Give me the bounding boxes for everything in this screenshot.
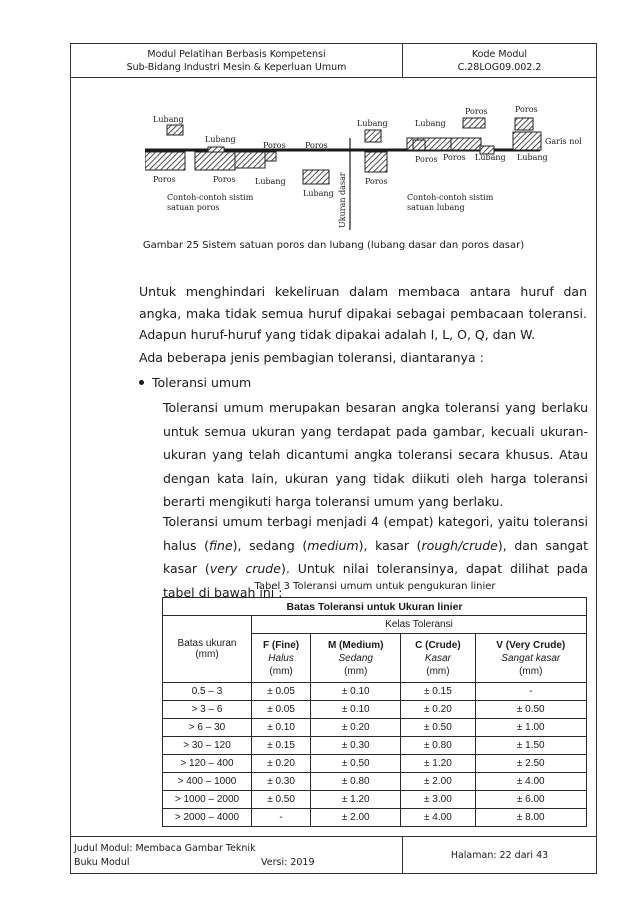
hole-box-4 [365, 130, 381, 142]
table-cell: > 30 – 120 [163, 737, 252, 755]
table-row [163, 719, 587, 737]
fig-label: Contoh-contoh sistim [167, 193, 254, 202]
fig-label: Lubang [153, 115, 184, 124]
hole-box-6 [451, 138, 481, 150]
batas-ukuran-header: Batas ukuran (mm) [163, 616, 252, 683]
header-title-cell [71, 44, 403, 77]
table-cell: ± 0.05 [252, 701, 311, 719]
paragraph-huruf: Untuk menghindari kekeliruan dalam membaca antara huruf dan angka, maka tidak semua huruf dipakai sebagai pembacaan toleransi. Adapun huruf-huruf yang tidak dipakai adalah I, L, O, Q, dan W. [139, 284, 587, 342]
fig-label: Poros [263, 141, 286, 150]
paragraph-jenis: Ada beberapa jenis pembagian toleransi, diantaranya : [139, 350, 484, 365]
fig-label: Poros [443, 153, 466, 162]
fig-label: Lubang [357, 119, 388, 128]
table-cell: ± 0.15 [252, 737, 311, 755]
shaft-box-5 [365, 152, 387, 172]
table-cell: ± 0.50 [401, 719, 475, 737]
header-code-cell [403, 44, 596, 77]
table-cell: ± 1.20 [311, 791, 401, 809]
table-cell: > 120 – 400 [163, 755, 252, 773]
table-cell: ± 0.50 [475, 701, 586, 719]
table-row [163, 683, 587, 701]
page-footer [70, 836, 597, 874]
table-cell: ± 0.10 [252, 719, 311, 737]
table-cell: ± 0.20 [311, 719, 401, 737]
fig-label: Poros [465, 107, 488, 116]
bullet-label: Toleransi umum [152, 375, 252, 390]
footer-info-cell [71, 837, 403, 873]
shaft-box-4 [303, 170, 329, 184]
fig-label: Lubang [475, 153, 506, 162]
header-line-2: Sub-Bidang Industri Mesin & Keperluan Umum [126, 61, 347, 73]
header-code-value: C.28LOG09.002.2 [457, 61, 542, 73]
kelas-toleransi-header: Kelas Toleransi [252, 616, 587, 634]
shaft-box-7 [463, 118, 485, 128]
column-header: V (Very Crude) Sangat kasar (mm) [475, 634, 586, 683]
table-row [163, 791, 587, 809]
table-cell: ± 1.20 [401, 755, 475, 773]
fig-label: Poros [153, 175, 176, 184]
footer-halaman: Halaman: 22 dari 43 [450, 849, 549, 861]
table-cell: ± 0.15 [401, 683, 475, 701]
tolerance-table [162, 597, 587, 827]
table-cell: ± 0.80 [401, 737, 475, 755]
hole-box-1 [167, 125, 183, 135]
page-header [70, 43, 597, 78]
table-cell: ± 4.00 [475, 773, 586, 791]
tolerance-system-figure [145, 100, 590, 230]
table-cell: ± 0.20 [252, 755, 311, 773]
shaft-box-1 [145, 152, 185, 170]
shaft-box-3 [235, 152, 265, 168]
fig-label: Poros [415, 155, 438, 164]
table-cell: ± 4.00 [401, 809, 475, 827]
fig-label: Garis nol [545, 137, 582, 146]
table-cell: > 6 – 30 [163, 719, 252, 737]
fig-label: Poros [515, 105, 538, 114]
fig-label: Poros [305, 141, 328, 150]
header-code-label: Kode Modul [471, 48, 528, 60]
table-cell: - [252, 809, 311, 827]
column-header: M (Medium) Sedang (mm) [311, 634, 401, 683]
fig-label: Poros [213, 175, 236, 184]
table-cell: ± 0.50 [252, 791, 311, 809]
fig-label: satuan lubang [407, 203, 465, 212]
fig-label: Contoh-contoh sistim [407, 193, 494, 202]
table-cell: ± 3.00 [401, 791, 475, 809]
shaft-box-2 [195, 152, 235, 170]
table-cell: > 3 – 6 [163, 701, 252, 719]
footer-versi: Versi: 2019 [261, 857, 315, 868]
table-row [163, 755, 587, 773]
table-cell: ± 8.00 [475, 809, 586, 827]
shaft-box-8 [515, 118, 533, 130]
fig-label: satuan poros [167, 203, 220, 212]
table-cell: ± 2.00 [401, 773, 475, 791]
table-cell: > 400 – 1000 [163, 773, 252, 791]
table-row [163, 737, 587, 755]
column-header: F (Fine) Halus (mm) [252, 634, 311, 683]
footer-judul: Judul Modul: Membaca Gambar Teknik [74, 843, 256, 854]
fig-label: Poros [365, 177, 388, 186]
table-cell: > 1000 – 2000 [163, 791, 252, 809]
table-cell: ± 0.10 [311, 683, 401, 701]
table-row [163, 773, 587, 791]
header-line-1: Modul Pelatihan Berbasis Kompetensi [147, 48, 326, 60]
footer-page-cell [403, 837, 596, 873]
table-cell: ± 6.00 [475, 791, 586, 809]
paragraph-kategori: Toleransi umum terbagi menjadi 4 (empat) kategori, yaitu toleransi halus (fine), sedang (medium), kasar (rough/crude), dan sangat kasar (very crude). Untuk nilai toleransinya, dapat dilihat pada tabel di bawah ini : [163, 514, 589, 600]
table-row [163, 809, 587, 827]
table-cell: ± 1.00 [475, 719, 586, 737]
table-cell: ± 0.80 [311, 773, 401, 791]
fig-label: Lubang [303, 189, 334, 198]
hole-box-7 [513, 132, 541, 150]
figure-caption: Gambar 25 Sistem satuan poros dan lubang (lubang dasar dan poros dasar) [142, 240, 525, 251]
table-cell: ± 2.00 [311, 809, 401, 827]
fig-label: Lubang [415, 119, 446, 128]
table-cell: ± 0.20 [401, 701, 475, 719]
fig-label: Ukuran dasar [338, 172, 347, 228]
table-cell: ± 0.30 [252, 773, 311, 791]
fig-label: Lubang [255, 177, 286, 186]
bullet-dot-icon [139, 380, 144, 385]
table-cell: ± 0.05 [252, 683, 311, 701]
table-title: Batas Toleransi untuk Ukuran linier [163, 598, 587, 616]
paragraph-toleransi-umum: Toleransi umum merupakan besaran angka toleransi yang berlaku untuk semua ukuran yang terdapat pada gambar, kecuali ukuran-ukuran yang telah dicantumi angka toleransi secara khusus. Atau dengan kata lain, ukuran yang tidak diikuti oleh harga toleransi berarti mengikuti harga toleransi umum yang berlaku. [163, 400, 588, 509]
table-cell: ± 2.50 [475, 755, 586, 773]
table-cell: - [475, 683, 586, 701]
table-row [163, 701, 587, 719]
fig-label: Lubang [205, 135, 236, 144]
table-cell: 0.5 – 3 [163, 683, 252, 701]
table-cell: ± 0.50 [311, 755, 401, 773]
table-caption: Tabel 3 Toleransi umum untuk pengukuran linier [254, 581, 496, 592]
column-header: C (Crude) Kasar (mm) [401, 634, 475, 683]
table-cell: > 2000 – 4000 [163, 809, 252, 827]
table-cell: ± 0.10 [311, 701, 401, 719]
bullet-toleransi-umum [139, 372, 251, 393]
footer-buku: Buku Modul [74, 857, 130, 868]
shaft-box-6 [413, 140, 425, 150]
fig-label: Lubang [517, 153, 548, 162]
table-cell: ± 0.30 [311, 737, 401, 755]
table-cell: ± 1.50 [475, 737, 586, 755]
